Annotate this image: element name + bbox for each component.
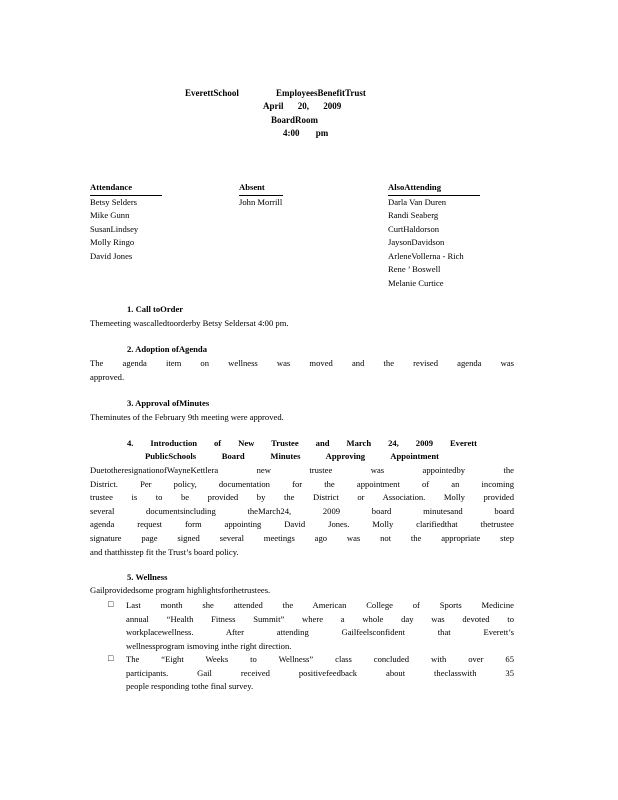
also-attending-column (388, 181, 480, 290)
also-attending-name: CurtHaldorson (388, 223, 440, 234)
text-line: annual “Health Fitness Summit” where a whole day was devoted to (126, 613, 514, 624)
bullet-icon: □ (108, 653, 114, 663)
text-line: signature page signed several meetings ago was not the appropriate step (90, 532, 514, 543)
text-line: DuetotheresignationofWayneKettlera new trustee was appointedby the (90, 465, 514, 475)
section-2-title: 2. Adoption ofAgenda (127, 344, 207, 354)
absent-name: John Morrill (239, 196, 283, 207)
absent-heading: Absent (239, 181, 283, 196)
text-line: and thatthisstep fit the Trust’s board policy. (90, 546, 239, 557)
attendance-heading: Attendance (90, 181, 162, 196)
header-trust: EmployeesBenefitTrust (276, 88, 366, 98)
section-3-body (90, 411, 514, 425)
header-location: BoardRoom (271, 115, 318, 125)
also-attending-name: Rene ’ Boswell (388, 264, 441, 274)
section-5-bullet-1 (126, 599, 514, 653)
text-line: approved. (90, 371, 125, 382)
also-attending-name: Melanie Curtice (388, 277, 444, 288)
text-line: workplacewellness. After attending Gailfeelsconfident that Everett’s (126, 627, 514, 638)
section-4-body (90, 464, 514, 559)
section-2-body (90, 357, 514, 384)
also-attending-heading: AlsoAttending (388, 181, 480, 196)
also-attending-name: ArleneVollerna - Rich (388, 250, 464, 261)
section-5-bullet-2 (126, 653, 514, 694)
section-5-title: 5. Wellness (127, 572, 168, 582)
attendee-name: David Jones (90, 250, 133, 261)
absent-column (239, 181, 283, 209)
attendee-name: Mike Gunn (90, 210, 130, 220)
also-attending-name: Darla Van Duren (388, 196, 447, 207)
text-line: wellnessprogram ismoving inthe right direction. (126, 640, 292, 651)
text-line: people responding tothe final survey. (126, 681, 254, 692)
text-line: trustee is to be provided by the District or Association. Molly provided (90, 492, 514, 503)
attendance-column (90, 181, 162, 263)
text-line: participants. Gail received positivefeedback about theclasswith 35 (126, 667, 514, 678)
section-1-title: 1. Call toOrder (127, 304, 184, 314)
header-date: April 20, 2009 (263, 101, 342, 111)
attendee-name: SusanLindsey (90, 223, 139, 234)
section-5-intro: Gailprovidedsome program highlightsforthetrustees. (90, 585, 271, 595)
header-org: EverettSchool (185, 88, 239, 98)
text-line: The agenda item on wellness was moved and the revised agenda was (90, 358, 514, 368)
section-1-body (90, 317, 514, 331)
text-line: The “Eight Weeks to Wellness” class concluded with over 65 (126, 654, 514, 664)
attendee-name: Betsy Selders (90, 196, 138, 207)
attendee-name: Molly Ringo (90, 237, 135, 247)
section-4-title-line2: PublicSchools Board Minutes Approving Appointment (145, 451, 439, 461)
text-line: several documentsincluding theMarch24, 2009 board minutesand board (90, 505, 514, 516)
absent-list (239, 196, 283, 210)
also-attending-name: JaysonDavidson (388, 237, 445, 247)
text-line: agenda request form appointing David Jones. Molly clarifiedthat thetrustee (90, 519, 514, 530)
section-4-title-line1: 4. Introduction of New Trustee and March 24, 2009 Everett (127, 438, 477, 448)
text-line: Theminutes of the February 9th meeting were approved. (90, 412, 284, 422)
also-attending-name: Randi Seaberg (388, 210, 439, 220)
also-attending-list (388, 196, 480, 291)
section-3-title: 3. Approval ofMinutes (127, 398, 210, 408)
text-line: Themeeting wascalledtoorderby Betsy Seldersat 4:00 pm. (90, 318, 289, 328)
header-time: 4:00 pm (283, 128, 329, 138)
text-line: Last month she attended the American College of Sports Medicine (126, 600, 514, 610)
text-line: District. Per policy, documentation for the appointment of an incoming (90, 478, 514, 489)
bullet-icon: □ (108, 599, 114, 609)
attendance-list (90, 196, 162, 264)
